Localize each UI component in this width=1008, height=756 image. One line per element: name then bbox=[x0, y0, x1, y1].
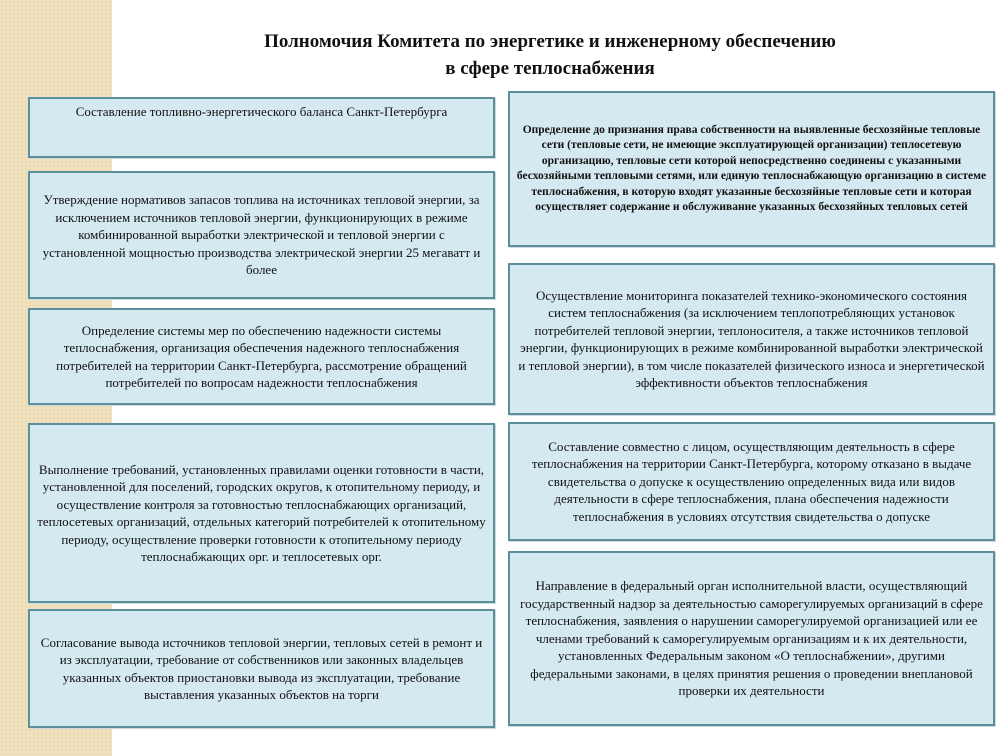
power-box-heating-readiness: Выполнение требований, установленных правилами оценки готовности в части, установленной для поселений, городских округов, к отопительному периоду, и осуществление контроля за готовностью теплоснабжающих организаций, теплосетевых организаций, отдельных категорий потребителей к отопительному периоду, осуществление проверки готовности к отопительному периоду теплоснабжающих орг. и теплосетевых орг. bbox=[28, 423, 495, 603]
power-box-reliability: Определение системы мер по обеспечению надежности системы теплоснабжения, организация обеспечения надежного теплоснабжения потребителей на территории Санкт-Петербурга, рассмотрение обращений потребителей по вопросам надежности теплоснабжения bbox=[28, 308, 495, 405]
page-title bbox=[130, 28, 970, 82]
power-box-monitoring: Осуществление мониторинга показателей технико-экономического состояния систем теплоснабжения (за исключением теплопотребляющих установок потребителей тепловой энергии, теплоносителя, а также источников тепловой энергии, функционирующих в режиме комбинированной выработки электрической и тепловой энергии), в том числе показателей физического износа и энергетической эффективности объектов теплоснабжения bbox=[508, 263, 995, 415]
power-box-ownerless-networks: Определение до признания права собственности на выявленные бесхозяйные тепловые сети (тепловые сети, не имеющие эксплуатирующей организации) теплосетевую организацию, тепловые сети которой непосредственно соединены с указанными бесхозяйными тепловыми сетями, или единую теплоснабжающую организацию в системе теплоснабжения, в которую входят указанные бесхозяйные тепловые сети и которая осуществляет содержание и обслуживание указанных бесхозяйных тепловых сетей bbox=[508, 91, 995, 247]
power-box-decommission-approval: Согласование вывода источников тепловой энергии, тепловых сетей в ремонт и из эксплуатации, требование от собственников или законных владельцев указанных объектов приостановки вывода из эксплуатации, требование выставления указанных объектов на торги bbox=[28, 609, 495, 728]
power-box-fuel-norms: Утверждение нормативов запасов топлива на источниках тепловой энергии, за исключением источников тепловой энергии, функционирующих в режиме комбинированной выработки электрической и тепловой энергии с установленной мощностью производства электрической энергии 25 мегаватт и более bbox=[28, 171, 495, 299]
title-line-2: в сфере теплоснабжения bbox=[445, 58, 655, 79]
title-line-1: Полномочия Комитета по энергетике и инженерному обеспечению bbox=[264, 31, 836, 52]
power-box-reliability-plan: Составление совместно с лицом, осуществляющим деятельность в сфере теплоснабжения на территории Санкт-Петербурга, которому отказано в выдаче свидетельства о допуске к осуществлению определенных вида или видов деятельности в сфере теплоснабжения, плана обеспечения надежности теплоснабжения в условиях отсутствия свидетельства о допуске bbox=[508, 422, 995, 541]
power-box-sro-violation-report: Направление в федеральный орган исполнительной власти, осуществляющий государственный надзор за деятельностью саморегулируемых организаций в сфере теплоснабжения, заявления о нарушении саморегулируемой организацией или ее членами требований к саморегулируемым организациям и к их деятельности, установленных Федеральным законом «О теплоснабжении», другими федеральными законами, в целях принятия решения о проведении внеплановой проверки их деятельности bbox=[508, 551, 995, 726]
power-box-fuel-balance: Составление топливно-энергетического баланса Санкт-Петербурга bbox=[28, 97, 495, 158]
